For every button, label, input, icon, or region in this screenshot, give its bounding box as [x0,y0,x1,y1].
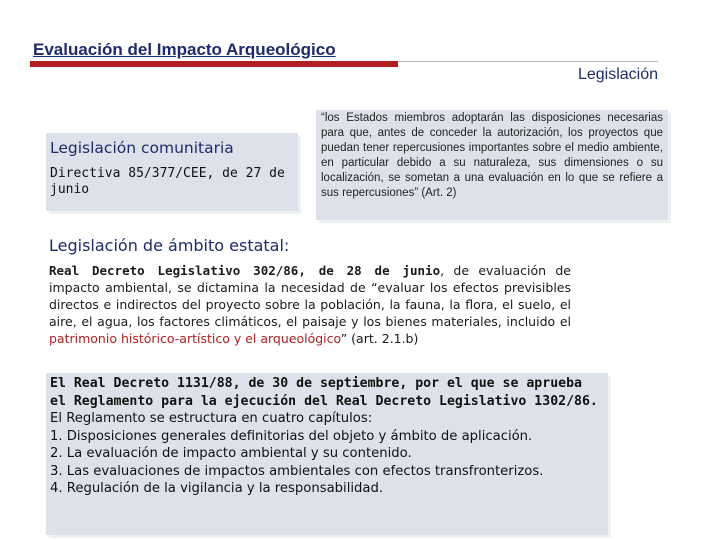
accent-rule [30,61,398,67]
state-legislation-body [49,262,571,347]
regulation-intro: El Reglamento se estructura en cuatro capítulos: [50,411,373,426]
regulation-box [46,373,608,535]
section-label: Legislación [577,66,658,83]
state-body-citation: ” (art. 2.1.b) [340,331,419,346]
regulation-text [50,375,606,498]
chapter-item: 4. Regulación de la vigilancia y la responsabilidad. [50,481,384,496]
directive-quote-box [316,110,668,220]
heritage-highlight: patrimonio histórico-artístico y el arqueológico [49,331,341,346]
divider-rule [398,61,658,62]
state-body-text: , de evaluación de impacto ambiental, se dictamina la necesidad de “evaluar los efectos previsibles directos e indirectos del proyecto sobre la población, la fauna, la flora, el suelo, el aire, el agua, los factores climáticos, el paisaje y los bienes materiales, incluido el [49,263,571,329]
state-heading: Legislación de ámbito estatal: [49,236,290,255]
page-title: Evaluación del Impacto Arqueológico [33,40,336,59]
directive-quote: “los Estados miembros adoptarán las disposiciones necesarias para que, antes de conceder la autorización, los proyectos que puedan tener repercusiones importantes sobre el medio ambiente, en particular debido a su naturaleza, sus dimensiones o su localización, se sometan a una evaluación en lo que se refiere a sus repercusiones” (Art. 2) [321,112,663,199]
chapter-item: 2. La evaluación de impacto ambiental y su contenido. [50,446,412,461]
regulation-title-line-1: El Real Decreto 1131/88, de 30 de septiembre, por el que se aprueba [50,376,582,391]
chapter-item: 1. Disposiciones generales definitorias del objeto y ámbito de aplicación. [50,428,533,444]
regulation-title-line-2: el Reglamento para la ejecución del Real Decreto Legislativo 1302/86. [50,393,598,409]
directive-reference: Directiva 85/377/CEE, de 27 de junio [50,166,285,197]
decree-name: Real Decreto Legislativo 302/86, de 28 de junio [49,263,441,278]
community-heading: Legislación comunitaria [50,139,234,157]
chapter-item: 3. Las evaluaciones de impactos ambientales con efectos transfronterizos. [50,463,544,479]
community-legislation-box [46,133,298,211]
